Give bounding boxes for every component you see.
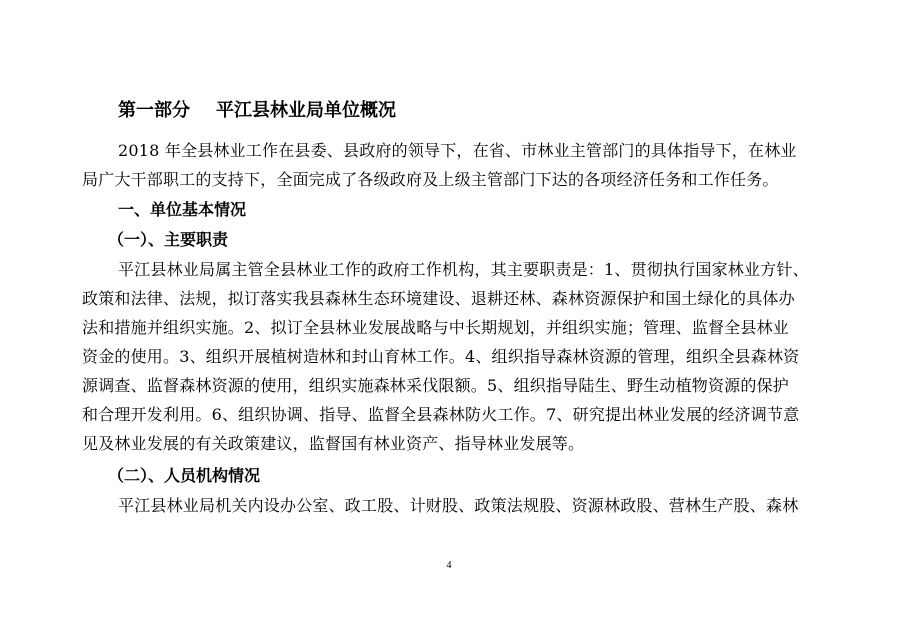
duties-line-6: 和合理开发利用。6、组织协调、指导、监督全县森林防火工作。7、研究提出林业发展的经济调节意 xyxy=(82,405,800,424)
duties-line-4: 资金的使用。3、组织开展植树造林和封山育林工作。4、组织指导森林资源的管理，组织全县森林资 xyxy=(82,347,800,366)
duties-line-7: 见及林业发展的有关政策建议，监督国有林业资产、指导林业发展等。 xyxy=(82,434,585,453)
intro-line-1: 2018 年全县林业工作在县委、县政府的领导下，在省、市林业主管部门的具体指导下，在林业 xyxy=(118,141,797,160)
page-title xyxy=(118,100,396,122)
staff-line-1: 平江县林业局机关内设办公室、政工股、计财股、政策法规股、资源林政股、营林生产股、森林 xyxy=(118,496,799,515)
title-text: 平江县林业局单位概况 xyxy=(216,100,396,121)
duties-line-5: 源调查、监督森林资源的使用，组织实施森林采伐限额。5、组织指导陆生、野生动植物资源的保护 xyxy=(82,376,789,395)
duties-line-2: 政策和法律、法规，拟订落实我县森林生态环境建设、退耕还林、森林资源保护和国土绿化的具体办 xyxy=(82,289,795,308)
page-number: 4 xyxy=(446,560,452,571)
subsection-heading-staff: （二）、人员机构情况 xyxy=(108,466,261,485)
title-part: 第一部分 xyxy=(118,100,190,121)
duties-line-1: 平江县林业局属主管全县林业工作的政府工作机构，其主要职责是：1、贯彻执行国家林业方针、 xyxy=(118,260,809,279)
section-heading-basic-info: 一、单位基本情况 xyxy=(118,200,247,219)
intro-line-2: 局广大干部职工的支持下，全面完成了各级政府及上级主管部门下达的各项经济任务和工作任务。 xyxy=(82,170,779,189)
subsection-heading-duties: （一）、主要职责 xyxy=(108,230,229,249)
duties-line-3: 法和措施并组织实施。2、拟订全县林业发展战略与中长期规划，并组织实施；管理、监督全县林业 xyxy=(82,318,789,337)
